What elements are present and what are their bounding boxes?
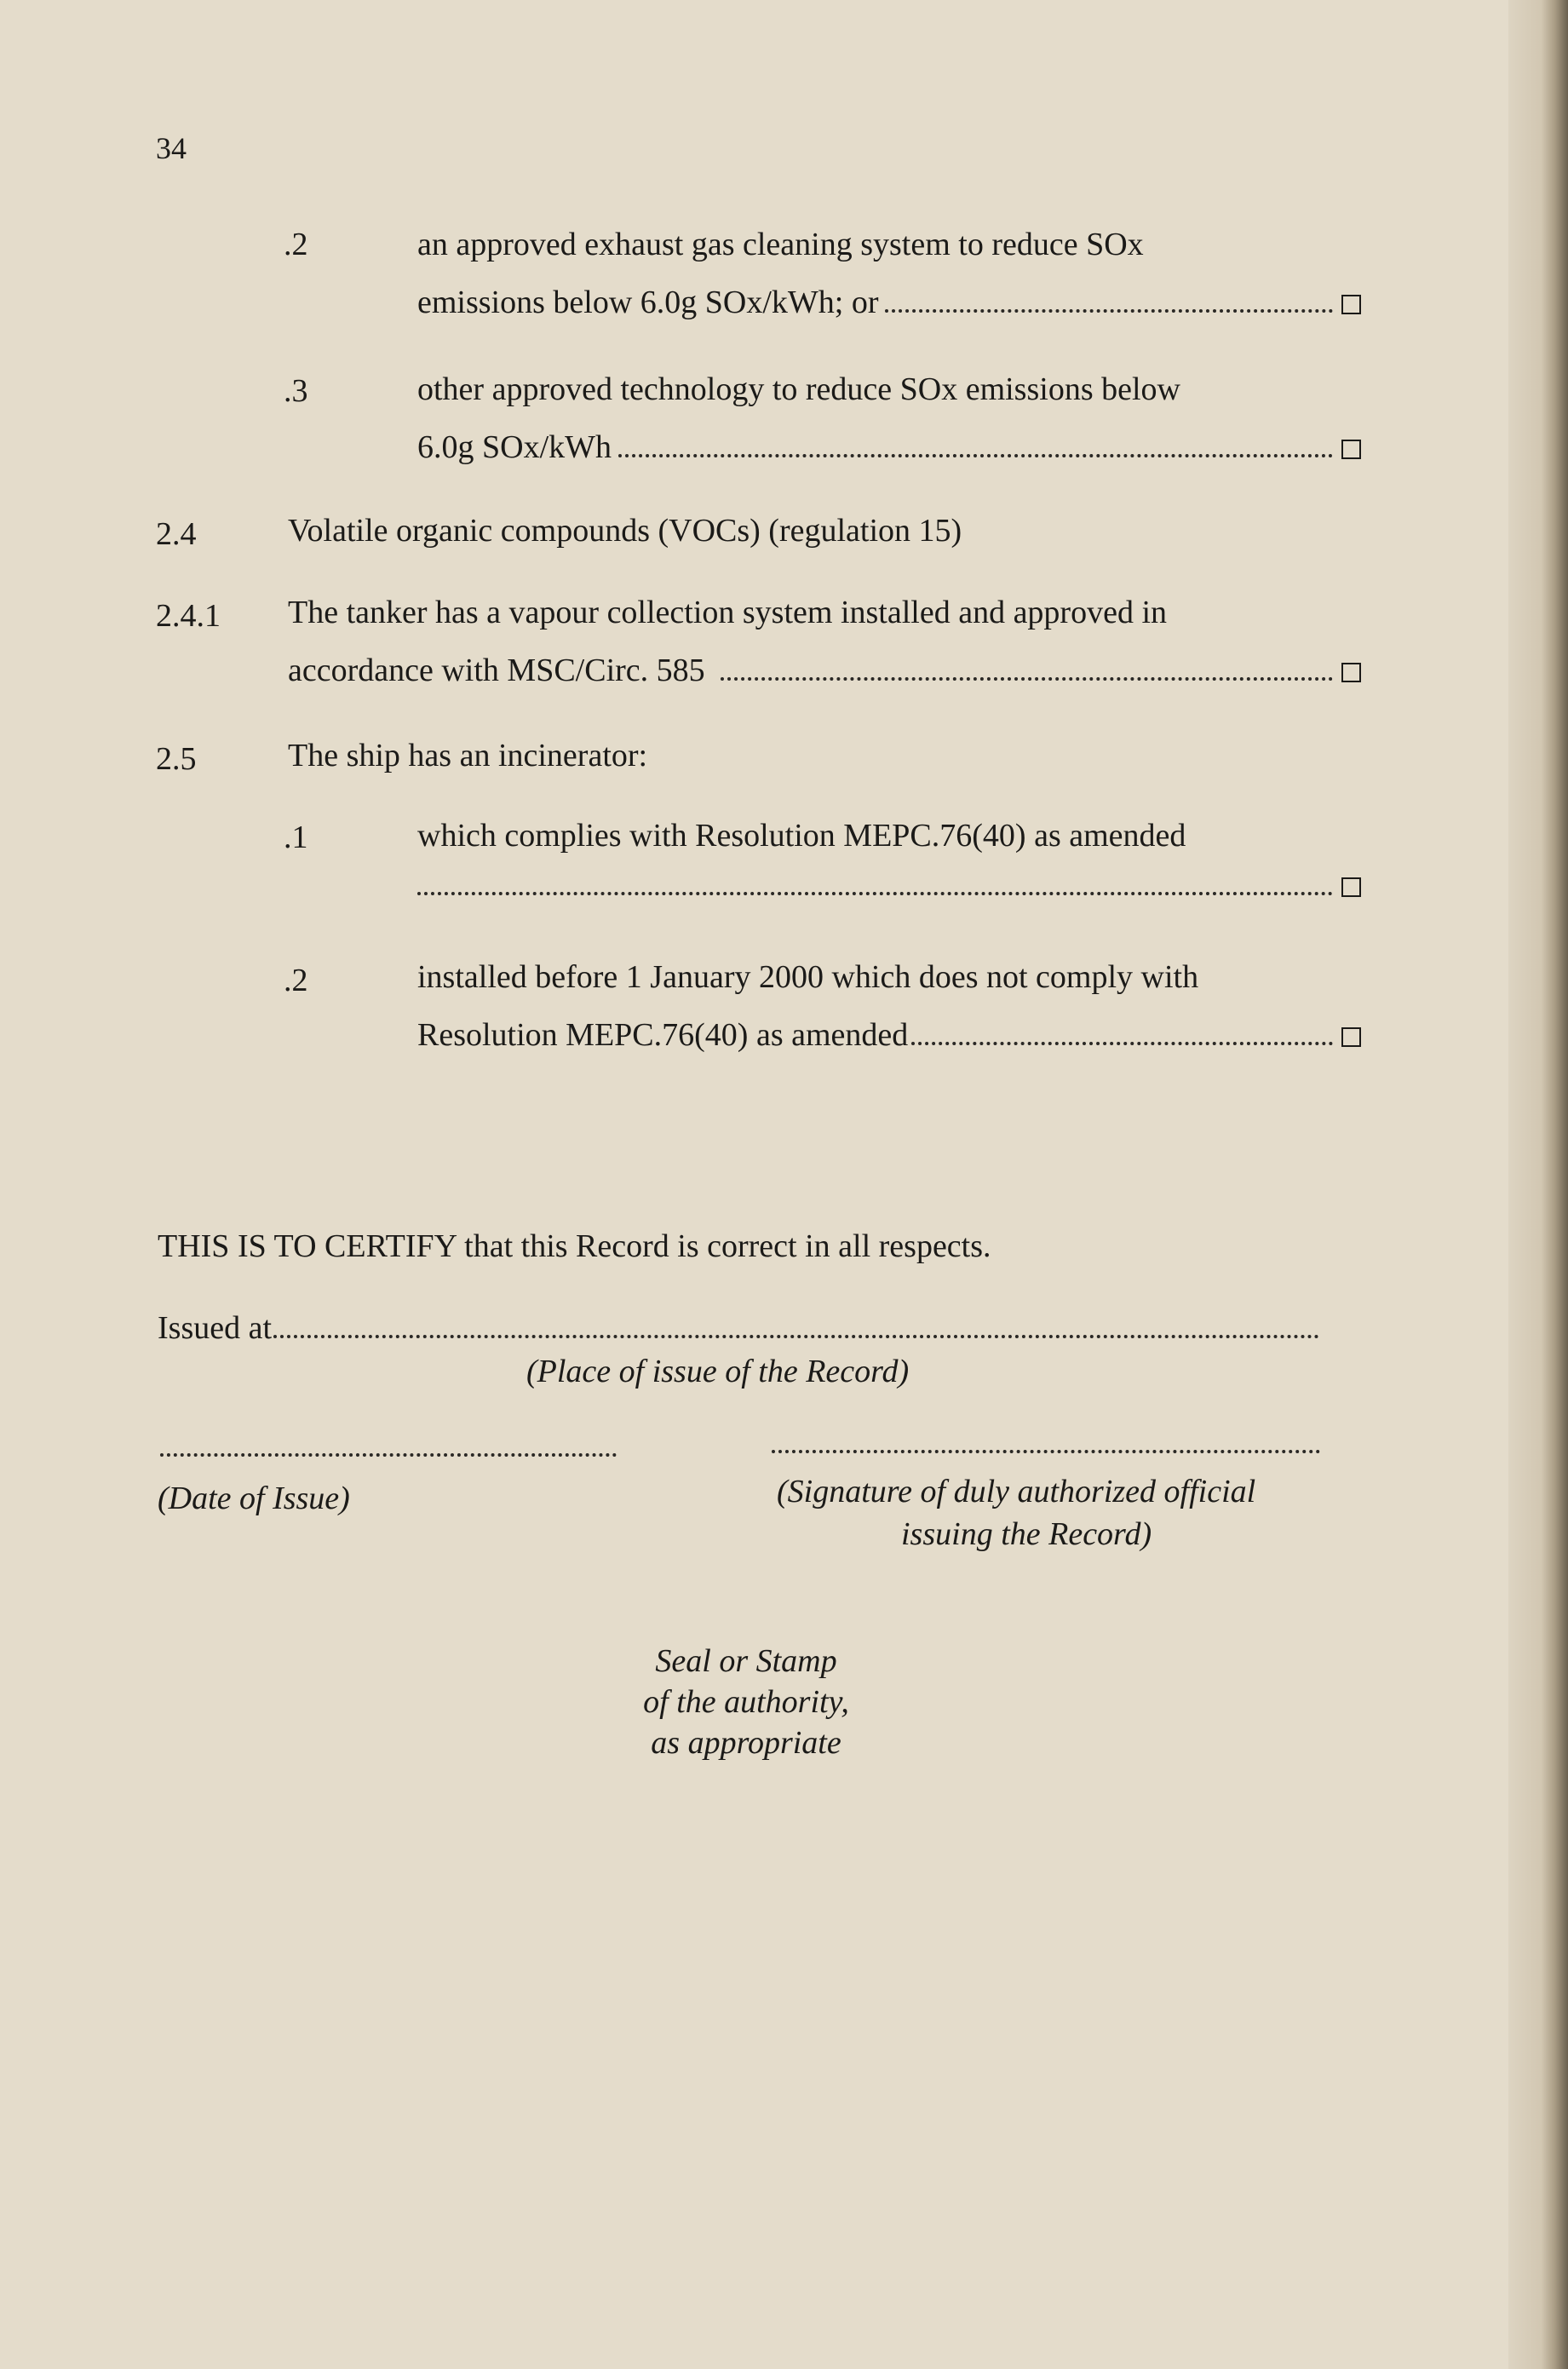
leader-dots [885,309,1333,313]
section-2-5-item-2-line-2: Resolution MEPC.76(40) as amended [417,1017,909,1053]
section-2-5-item-1-checkbox[interactable] [1341,877,1361,897]
leader-dots [911,1042,1333,1045]
date-of-issue-caption: (Date of Issue) [158,1481,350,1516]
leader-dots [417,892,1333,895]
item-3-line-1: other approved technology to reduce SOx emissions below [417,371,1180,407]
section-2-5-item-1-line-1: which complies with Resolution MEPC.76(40) as amended [417,818,1186,854]
page-number: 34 [156,131,187,165]
section-2-5-title: The ship has an incinerator: [288,738,648,773]
item-3-row [417,431,1361,463]
seal-line-1: Seal or Stamp [655,1643,837,1679]
signature-line[interactable] [772,1450,1320,1453]
section-2-4-1-number: 2.4.1 [156,598,221,634]
section-2-5-item-1-number: .1 [284,819,308,855]
section-2-4-title: Volatile organic compounds (VOCs) (regulation 15) [288,513,962,549]
section-2-5-item-2-checkbox[interactable] [1341,1027,1361,1047]
seal-line-2: of the authority, [643,1684,849,1720]
section-2-4-1-line-1: The tanker has a vapour collection system installed and approved in [288,595,1168,630]
item-2-row [417,286,1361,319]
section-2-5-item-2-row [417,1019,1361,1051]
certify-statement: THIS IS TO CERTIFY that this Record is correct in all respects. [158,1228,991,1264]
leader-dots [721,677,1333,681]
item-2-line-2: emissions below 6.0g SOx/kWh; or [417,285,879,320]
section-2-5-item-2-number: .2 [284,963,308,998]
section-2-4-1-line-2: accordance with MSC/Circ. 585 [288,653,705,688]
item-3-line-2: 6.0g SOx/kWh [417,429,612,465]
seal-line-3: as appropriate [651,1725,841,1761]
section-2-5-item-1-row [417,877,1361,901]
section-2-5-item-2-line-1: installed before 1 January 2000 which does not comply with [417,959,1199,995]
item-2-checkbox[interactable] [1341,295,1361,314]
leader-dots [618,454,1333,457]
issued-at-label: Issued at [158,1310,273,1346]
section-2-4-1-checkbox[interactable] [1341,663,1361,682]
date-of-issue-line[interactable] [160,1453,617,1457]
section-2-4-number: 2.4 [156,516,197,552]
signature-caption-line-2: issuing the Record) [901,1516,1152,1552]
item-3-checkbox[interactable] [1341,440,1361,459]
page-edge-shadow [1508,0,1568,2369]
issued-at-field[interactable] [273,1335,1319,1338]
signature-caption-line-1: (Signature of duly authorized official [777,1474,1256,1509]
item-2-line-1: an approved exhaust gas cleaning system to reduce SOx [417,227,1144,262]
section-2-5-number: 2.5 [156,741,197,777]
issued-at-row [158,1312,1319,1344]
section-2-4-1-row [288,654,1361,687]
item-2-number: .2 [284,227,308,262]
place-of-issue-caption: (Place of issue of the Record) [526,1354,910,1389]
item-3-number: .3 [284,373,308,409]
